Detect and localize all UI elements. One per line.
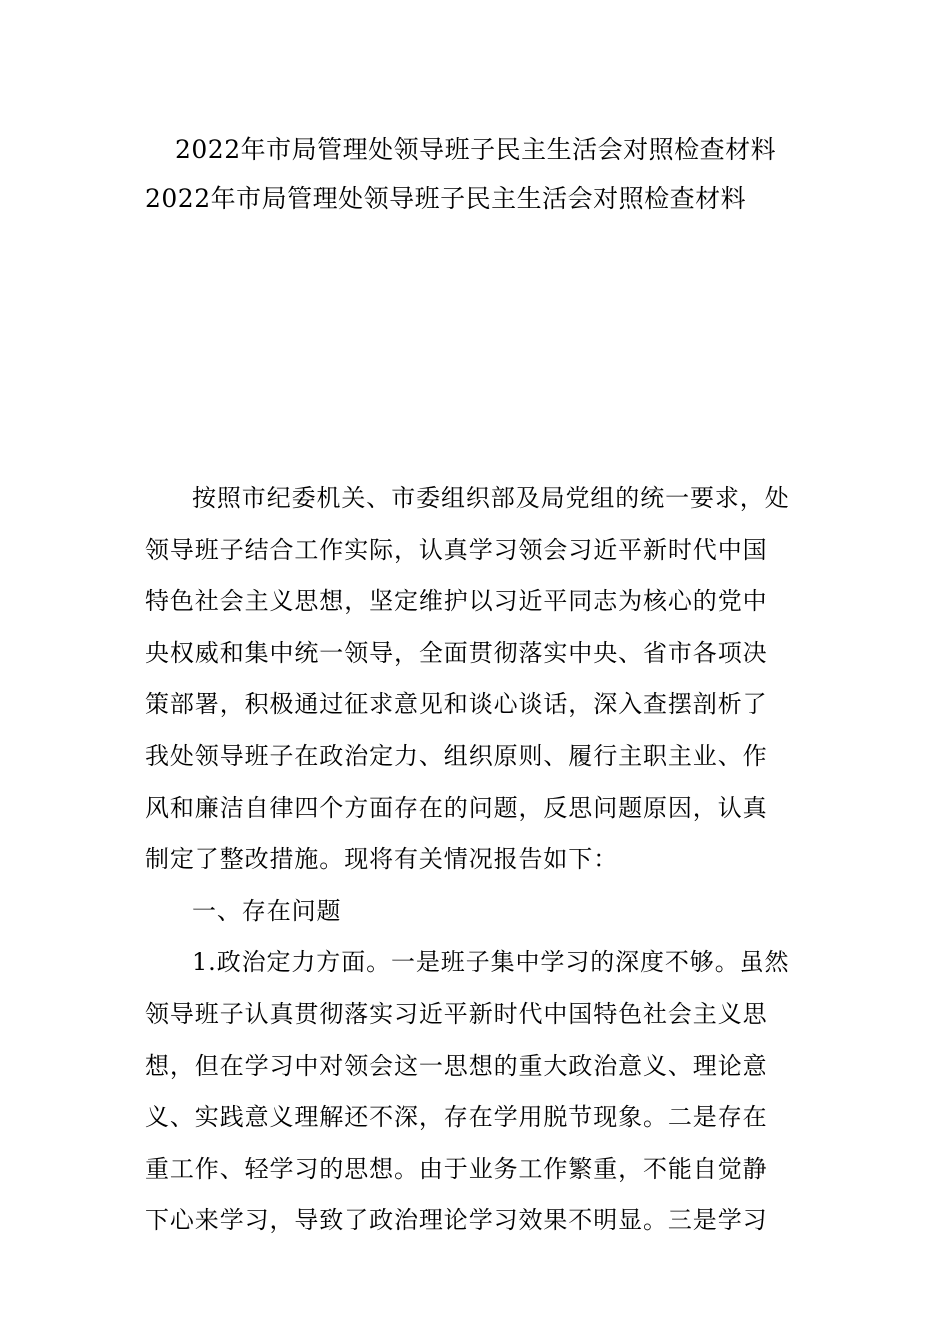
paragraph-intro-line: 制定了整改措施。现将有关情况报告如下： [145, 845, 619, 874]
paragraph-section1-line: 想，但在学习中对领会这一思想的重大政治意义、理论意 [145, 1051, 768, 1080]
paragraph-section1-line: 重工作、轻学习的思想。由于业务工作繁重，不能自觉静 [145, 1154, 768, 1183]
paragraph-intro-line: 风和廉洁自律四个方面存在的问题，反思问题原因，认真 [145, 793, 768, 822]
document-title-line-2: 2022年市局管理处领导班子民主生活会对照检查材料 [145, 184, 747, 213]
paragraph-section1-line: 下心来学习，导致了政治理论学习效果不明显。三是学习 [145, 1206, 768, 1235]
section-heading: 一、存在问题 [192, 896, 342, 925]
paragraph-intro-line: 央权威和集中统一领导，全面贯彻落实中央、省市各项决 [145, 638, 768, 667]
paragraph-section1-line: 领导班子认真贯彻落实习近平新时代中国特色社会主义思 [145, 999, 768, 1028]
paragraph-intro-line: 策部署，积极通过征求意见和谈心谈话，深入查摆剖析了 [145, 690, 768, 719]
paragraph-intro-line: 特色社会主义思想，坚定维护以习近平同志为核心的党中 [145, 587, 768, 616]
paragraph-intro-line: 领导班子结合工作实际，认真学习领会习近平新时代中国 [145, 535, 768, 564]
document-title-line-1: 2022年市局管理处领导班子民主生活会对照检查材料 [175, 135, 777, 164]
paragraph-intro-line: 我处领导班子在政治定力、组织原则、履行主职主业、作 [145, 741, 768, 770]
paragraph-section1-line: 义、实践意义理解还不深，存在学用脱节现象。二是存在 [145, 1103, 768, 1132]
document-body [145, 478, 809, 1252]
paragraph-section1-line: 1.政治定力方面。一是班子集中学习的深度不够。虽然 [192, 948, 790, 977]
paragraph-intro-line: 按照市纪委机关、市委组织部及局党组的统一要求，处 [192, 484, 790, 512]
